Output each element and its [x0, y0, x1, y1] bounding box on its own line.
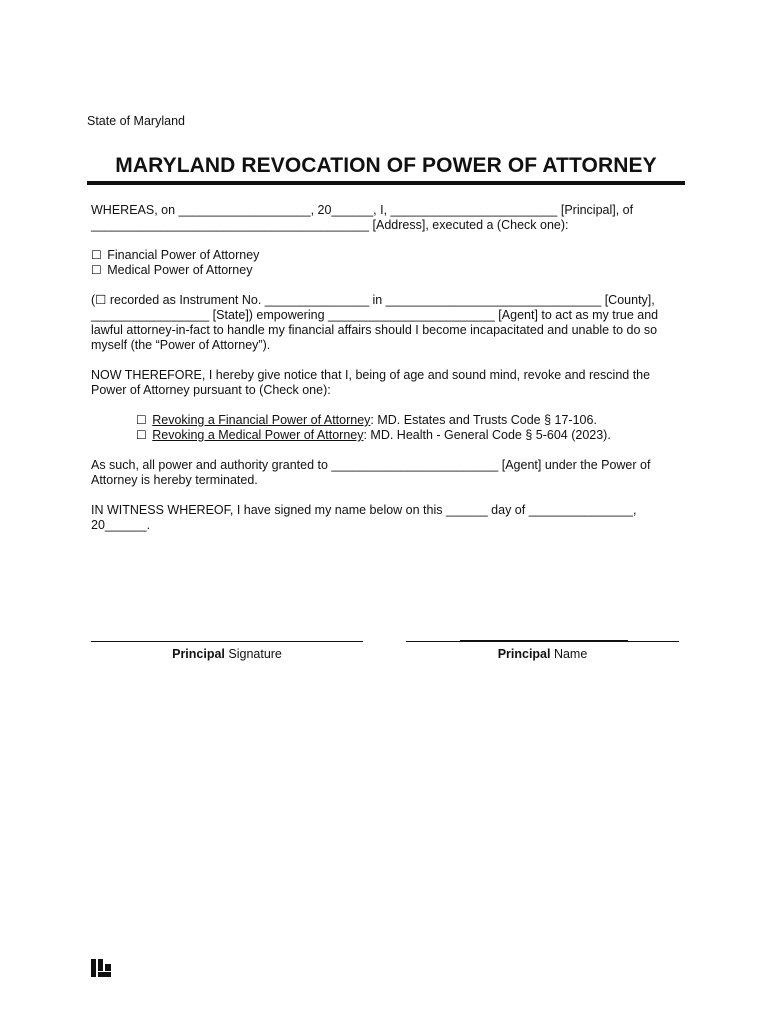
page-title: MARYLAND REVOCATION OF POWER OF ATTORNEY — [115, 154, 657, 177]
whereas-line-2: ________________________________________ [Address], executed a (Check one): — [91, 218, 569, 232]
principal-name-label: Principal Name — [497, 647, 588, 661]
recorded-line-4: myself (the “Power of Attorney”). — [91, 338, 271, 352]
signature-line[interactable] — [91, 641, 363, 642]
poa-type-financial[interactable] — [91, 248, 671, 263]
now-therefore-line-2: Power of Attorney pursuant to (Check one): — [91, 383, 331, 397]
witness-paragraph — [91, 503, 671, 533]
revocation-citation: : MD. Estates and Trusts Code § 17-106. — [370, 413, 597, 427]
recorded-line-1: (☐ recorded as Instrument No. _______________ in _______________________________ [County], — [91, 293, 655, 307]
as-such-paragraph — [91, 458, 671, 488]
revoking-financial-link[interactable]: Revoking a Financial Power of Attorney — [152, 413, 371, 427]
revocation-financial[interactable] — [91, 413, 671, 428]
revocation-citation: : MD. Health - General Code § 5-604 (2023). — [363, 428, 611, 442]
as-such-line-1: As such, all power and authority granted to ________________________ [Agent] under the Power of — [91, 458, 651, 472]
whereas-line-1: WHEREAS, on ___________________, 20______, I, ________________________ [Principal], of — [91, 203, 634, 217]
title-divider — [87, 181, 685, 185]
witness-line-2: 20______. — [91, 518, 151, 532]
state-line: State of Maryland — [87, 114, 185, 128]
checkbox-icon[interactable]: ☐ — [136, 413, 147, 427]
principal-signature-label: Principal Signature — [172, 647, 282, 661]
recorded-paragraph — [91, 293, 671, 353]
revocation-medical[interactable] — [91, 428, 671, 443]
whereas-paragraph — [91, 203, 671, 233]
poa-type-label: Financial Power of Attorney — [107, 248, 260, 262]
now-therefore-line-1: NOW THEREFORE, I hereby give notice that I, being of age and sound mind, revoke and rescind the — [91, 368, 651, 382]
checkbox-icon[interactable]: ☐ — [136, 428, 147, 442]
recorded-line-3: lawful attorney-in-fact to handle my financial affairs should I become incapacitated and unable to do so — [91, 323, 658, 337]
name-line[interactable] — [406, 641, 679, 642]
poa-type-label: Medical Power of Attorney — [107, 263, 253, 277]
checkbox-icon[interactable]: ☐ — [91, 248, 102, 262]
as-such-line-2: Attorney is hereby terminated. — [91, 473, 258, 487]
revoking-medical-link[interactable]: Revoking a Medical Power of Attorney — [152, 428, 364, 442]
document-body — [91, 203, 671, 533]
document-logo-icon — [91, 959, 111, 977]
recorded-line-2: _________________ [State]) empowering ________________________ [Agent] to act as my true and — [91, 308, 659, 322]
now-therefore-paragraph — [91, 368, 671, 398]
witness-line-1: IN WITNESS WHEREOF, I have signed my name below on this ______ day of _______________, — [91, 503, 637, 517]
poa-type-medical[interactable] — [91, 263, 671, 278]
signature-block — [0, 641, 770, 681]
name-line-inner — [460, 640, 628, 641]
checkbox-icon[interactable]: ☐ — [91, 263, 102, 277]
